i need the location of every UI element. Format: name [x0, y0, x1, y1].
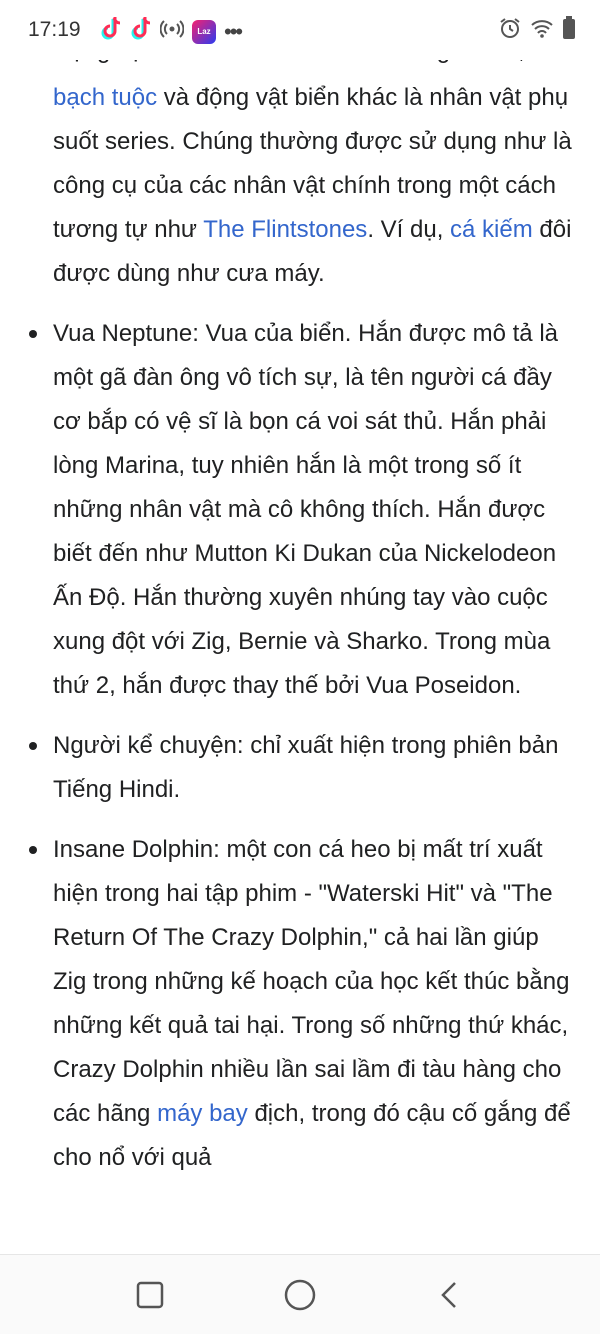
- bullet-icon: [29, 330, 37, 338]
- intro-text-3: đôi được dùng như cưa máy.: [53, 216, 572, 287]
- article-content[interactable]: [0, 76, 600, 1254]
- notification-icons: [100, 16, 241, 47]
- more-dots-icon: •••: [224, 18, 242, 44]
- status-bar: [0, 0, 600, 60]
- intro-text-1: và động vật biển khác là nhân vật phụ suốt series. Chúng thường được sử dụng như là công cụ của các nhân vật chính trong một cách tương tự như: [53, 84, 572, 243]
- list-item-text-end: địch, trong đó cậu cố gắng để cho nổ với quả: [53, 1100, 571, 1171]
- list-item-text: Vua Neptune: Vua của biển. Hắn được mô tả là một gã đàn ông vô tích sự, là tên người cá đầy cơ bắp có vệ sĩ là bọn cá voi sát thủ. Hắn phải lòng Marina, tuy nhiên hắn là một trong số ít những nhân vật mà cô không thích. Hắn được biết đến như Mutton Ki Dukan của Nickelodeon Ấn Độ. Hắn thường xuyên nhúng tay vào cuộc xung đột với Zig, Bernie và Sharko. Trong mùa thứ 2, hắn được thay thế bởi Vua Poseidon.: [53, 320, 558, 699]
- link-swordfish[interactable]: cá kiếm: [450, 216, 533, 243]
- wifi-icon: [530, 17, 554, 44]
- link-octopus[interactable]: bạch tuộc: [53, 84, 158, 111]
- wireless-hotspot-icon: [160, 17, 184, 46]
- bullet-icon: [29, 742, 37, 750]
- bullet-icon: [29, 846, 37, 854]
- list-item: [0, 724, 578, 812]
- link-flintstones[interactable]: The Flintstones: [203, 216, 368, 243]
- list-item-text: Người kể chuyện: chỉ xuất hiện trong phiên bản Tiếng Hindi.: [53, 732, 559, 803]
- tiktok-icon: [130, 16, 152, 47]
- list-item: [0, 828, 578, 1180]
- lazada-app-icon: Laz: [192, 20, 216, 44]
- battery-icon: [562, 16, 576, 45]
- tiktok-icon: [100, 16, 122, 47]
- intro-paragraph: [53, 76, 578, 296]
- system-icons: [498, 16, 576, 45]
- status-time: 17:19: [28, 18, 81, 41]
- link-airplane[interactable]: máy bay: [157, 1100, 248, 1127]
- character-list: [0, 312, 600, 1180]
- alarm-icon: [498, 16, 522, 45]
- list-item: [0, 312, 578, 708]
- home-icon[interactable]: [280, 1275, 320, 1315]
- navigation-bar: [0, 1254, 600, 1334]
- intro-text-2: . Ví dụ,: [367, 216, 451, 243]
- list-item-text: Insane Dolphin: một con cá heo bị mất trí xuất hiện trong hai tập phim - "Waterski Hit" và "The Return Of The Crazy Dolphin," cả hai lần giúp Zig trong những kế hoạch của học kết thúc bằng những kết quả tai hại. Trong số những thứ khác, Crazy Dolphin nhiều lần sai lầm đi tàu hàng cho các hãng: [53, 836, 570, 1127]
- back-icon[interactable]: [430, 1275, 470, 1315]
- recent-apps-icon[interactable]: [130, 1275, 170, 1315]
